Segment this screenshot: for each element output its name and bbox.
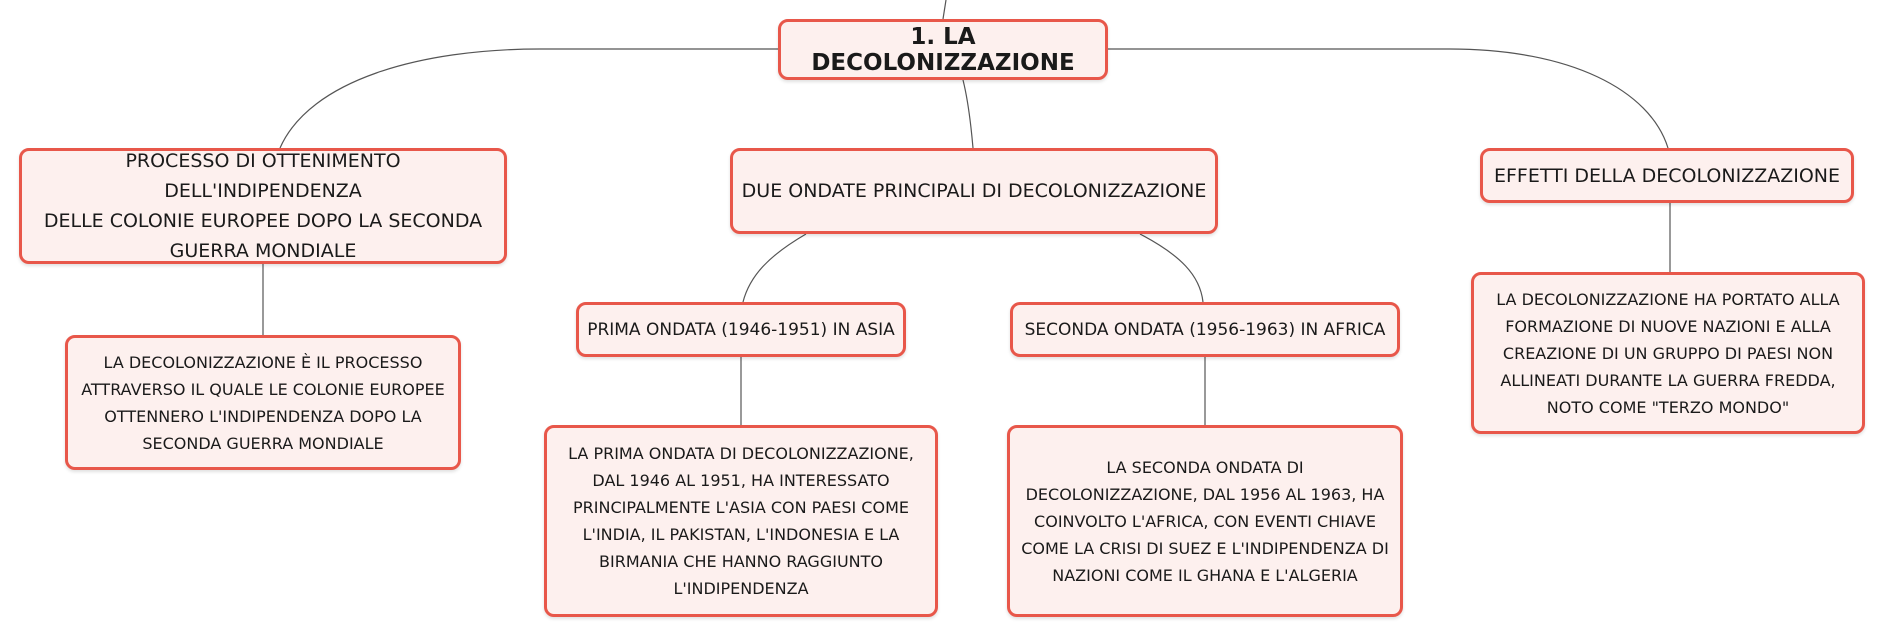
first-wave-detail-text: LA PRIMA ONDATA DI DECOLONIZZAZIONE, DAL 1946 AL 1951, HA INTERESSATO PRINCIPALMENTE L'ASIA CON PAESI COME L'INDIA, IL PAKISTAN, L'INDONESIA E LA BIRMANIA CHE HANNO RAGGIUNTO L'INDIPENDENZA [568,444,914,598]
connector-waves-to-first [743,234,806,302]
first-wave-node-label: PRIMA ONDATA (1946-1951) IN ASIA [587,319,895,340]
root-node-label: 1. LA DECOLONIZZAZIONE [811,23,1075,76]
connector-root-to-definition [280,49,778,148]
first-wave-node[interactable] [576,302,906,357]
first-wave-detail-node[interactable] [544,425,938,617]
waves-node-label: DUE ONDATE PRINCIPALI DI DECOLONIZZAZIONE [741,180,1207,202]
connector-root-to-effects [1107,49,1668,148]
connector-waves-to-second [1140,234,1203,302]
effects-node[interactable] [1480,148,1854,203]
connector-top-stub [943,0,946,19]
effects-detail-text: LA DECOLONIZZAZIONE HA PORTATO ALLA FORMAZIONE DI NUOVE NAZIONI E ALLA CREAZIONE DI UN GRUPPO DI PAESI NON ALLINEATI DURANTE LA GUERRA FREDDA, NOTO COME "TERZO MONDO" [1496,289,1840,417]
connector-root-to-waves [963,80,973,148]
definition-detail-text: LA DECOLONIZZAZIONE È IL PROCESSO ATTRAVERSO IL QUALE LE COLONIE EUROPEE OTTENNERO L'INDIPENDENZA DOPO LA SECONDA GUERRA MONDIALE [81,352,445,453]
definition-detail-node[interactable] [65,335,461,470]
definition-node-label: PROCESSO DI OTTENIMENTO DELL'INDIPENDENZA DELLE COLONIE EUROPEE DOPO LA SECONDA GUERRA MONDIALE [43,150,483,262]
effects-node-label: EFFETTI DELLA DECOLONIZZAZIONE [1493,164,1841,187]
definition-node[interactable] [19,148,507,264]
second-wave-node[interactable] [1010,302,1400,357]
effects-detail-node[interactable] [1471,272,1865,434]
waves-node[interactable] [730,148,1218,234]
root-node[interactable] [778,19,1108,80]
second-wave-detail-text: LA SECONDA ONDATA DI DECOLONIZZAZIONE, DAL 1956 AL 1963, HA COINVOLTO L'AFRICA, CON EVENTI CHIAVE COME LA CRISI DI SUEZ E L'INDIPENDENZA DI NAZIONI COME IL GHANA E L'ALGERIA [1021,457,1389,585]
second-wave-node-label: SECONDA ONDATA (1956-1963) IN AFRICA [1024,319,1386,340]
second-wave-detail-node[interactable] [1007,425,1403,617]
